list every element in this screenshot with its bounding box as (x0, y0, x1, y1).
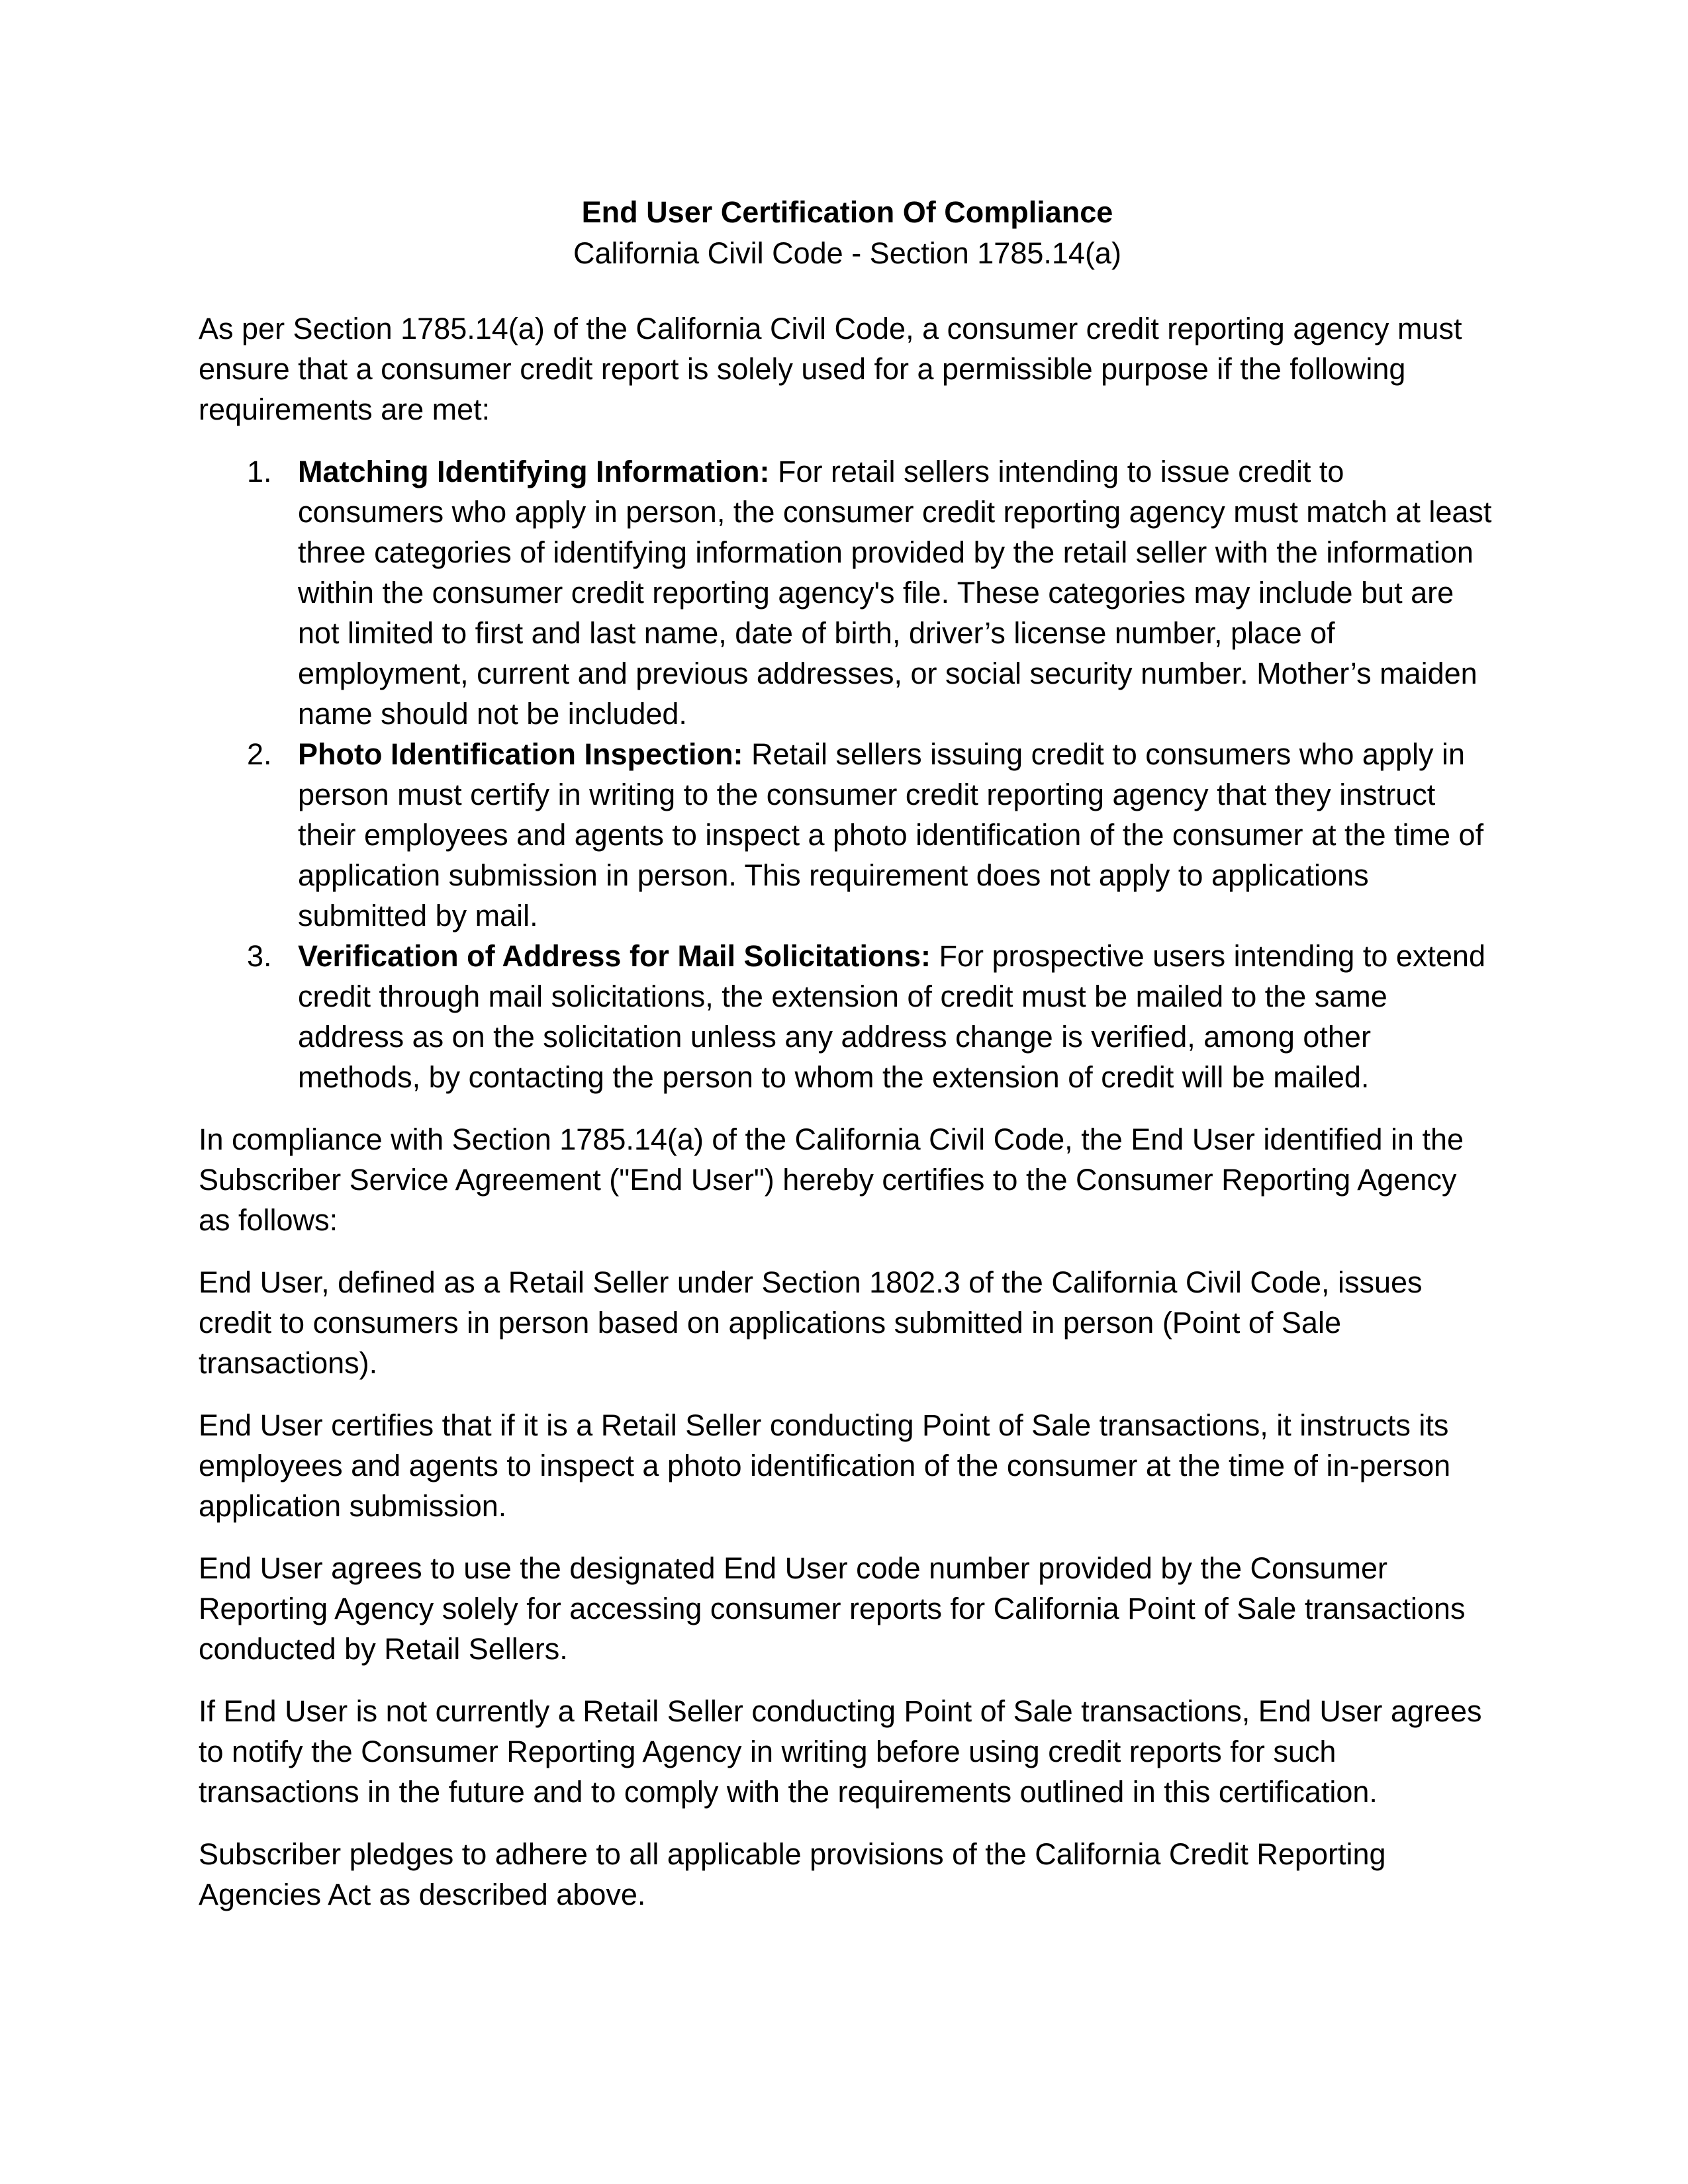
notification-paragraph: If End User is not currently a Retail Seller conducting Point of Sale transactions, End User agrees to notify the Consumer Reporting Agency in writing before using credit reports for such transactions in the future and to comply with the requirements outlined in this certification. (199, 1694, 1482, 1809)
requirement-item (199, 936, 1496, 1097)
photo-id-certification-paragraph: End User certifies that if it is a Retail Seller conducting Point of Sale transactions, it instructs its employees and agents to inspect a photo identification of the consumer at the time of in-person application submission. (199, 1408, 1451, 1523)
requirement-heading: Verification of Address for Mail Solicitations: (298, 939, 931, 973)
document-subtitle: California Civil Code - Section 1785.14(a) (573, 236, 1121, 270)
requirement-item (199, 734, 1496, 936)
pledge-paragraph: Subscriber pledges to adhere to all applicable provisions of the California Credit Reporting Agencies Act as described above. (199, 1837, 1386, 1911)
requirement-heading: Matching Identifying Information: (298, 455, 770, 488)
requirement-number: 3. (247, 939, 272, 973)
requirement-heading: Photo Identification Inspection: (298, 737, 743, 771)
requirement-item (199, 451, 1496, 734)
compliance-paragraph: In compliance with Section 1785.14(a) of the California Civil Code, the End User identified in the Subscriber Service Agreement ("End User") hereby certifies to the Consumer Reporting Agency as follows: (199, 1122, 1464, 1237)
requirement-text: For prospective users intending to extend credit through mail solicitations, the extension of credit must be mailed to the same address as on the solicitation unless any address change is verified, among other methods, by contacting the person to whom the extension of credit will be mailed. (298, 939, 1485, 1094)
document-page (199, 192, 1496, 1936)
requirement-text: For retail sellers intending to issue credit to consumers who apply in person, the consumer credit reporting agency must match at least three categories of identifying information provided by the retail seller with the information within the consumer credit reporting agency's file. These categories may include but are not limited to first and last name, date of birth, driver’s license number, place of employment, current and previous addresses, or social security number. Mother’s maiden name should not be included. (298, 455, 1492, 731)
document-title: End User Certification Of Compliance (581, 195, 1113, 229)
end-user-code-paragraph: End User agrees to use the designated End User code number provided by the Consumer Reporting Agency solely for accessing consumer reports for California Point of Sale transactions conducted by Retail Sellers. (199, 1551, 1466, 1666)
requirement-number: 1. (247, 455, 272, 488)
retail-seller-definition-paragraph: End User, defined as a Retail Seller under Section 1802.3 of the California Civil Code, issues credit to consumers in person based on applications submitted in person (Point of Sale transactions). (199, 1265, 1423, 1380)
intro-paragraph: As per Section 1785.14(a) of the California Civil Code, a consumer credit reporting agency must ensure that a consumer credit report is solely used for a permissible purpose if the following requirements are met: (199, 312, 1462, 426)
requirement-number: 2. (247, 737, 272, 771)
requirement-text: Retail sellers issuing credit to consumers who apply in person must certify in writing to the consumer credit reporting agency that they instruct their employees and agents to inspect a photo identification of the consumer at the time of application submission in person. This requirement does not apply to applications submitted by mail. (298, 737, 1484, 933)
requirements-list (199, 451, 1496, 1097)
